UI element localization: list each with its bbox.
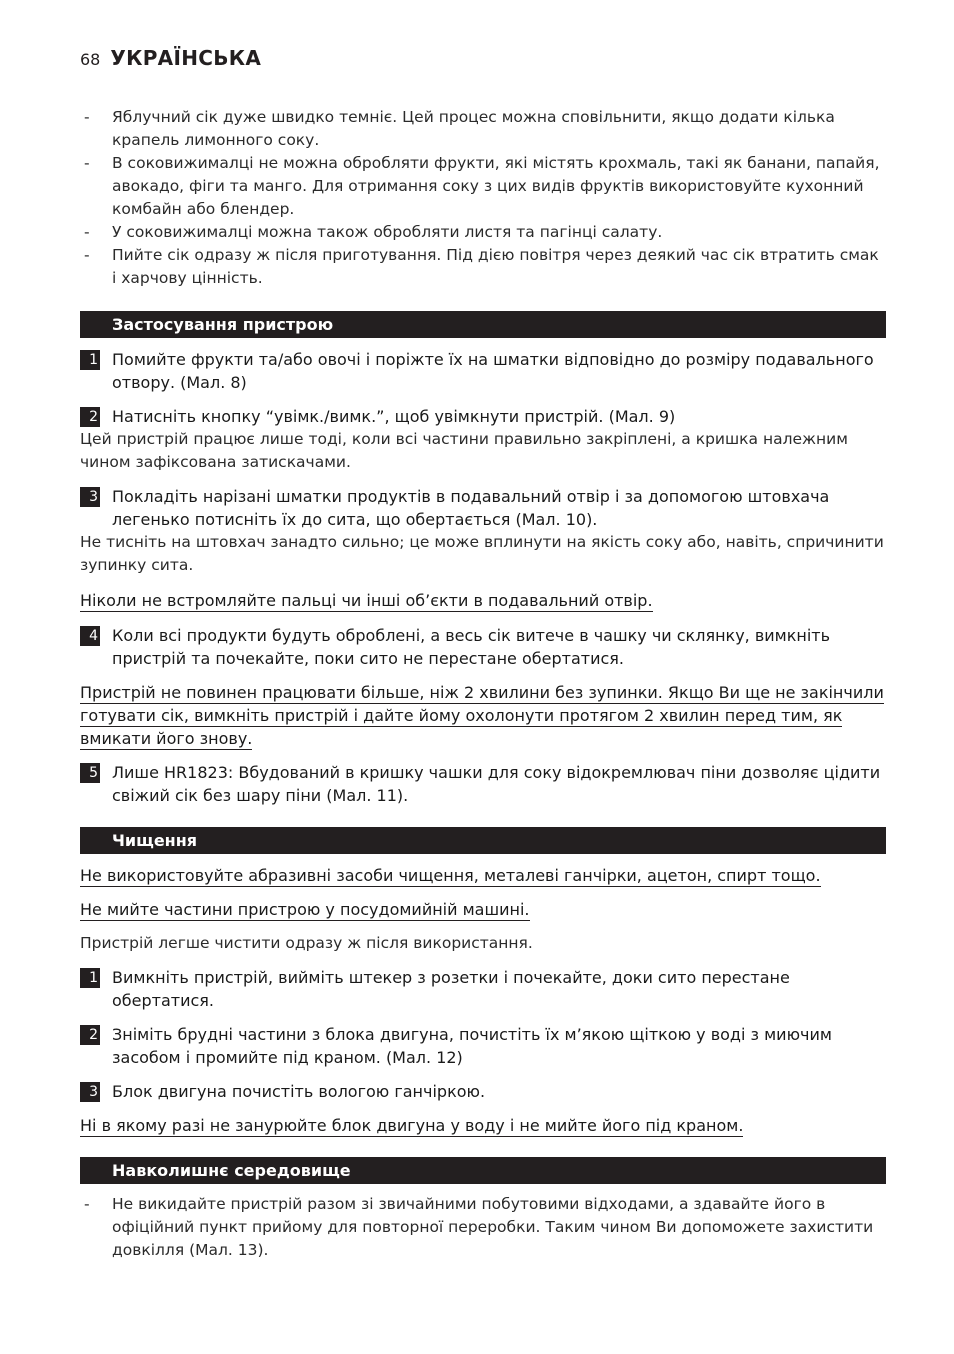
- list-item: - У соковижималці можна також обробляти листя та пагінці салату.: [84, 223, 663, 241]
- section-heading-use: Застосування пристрою: [80, 311, 886, 338]
- step-number: 3: [80, 1082, 100, 1102]
- note-text: Пристрій легше чистити одразу ж після використання.: [80, 934, 533, 952]
- section-heading-cleaning: Чищення: [80, 827, 886, 854]
- list-item: - В соковижималці не можна обробляти фрукти, які містять крохмаль, такі як банани, папайя, авокадо, фіги та манго. Для отримання соку з цих видів фруктів використовуйте кухонний комбайн або блендер.: [84, 154, 880, 218]
- page-header: [80, 46, 261, 70]
- warning-text: Не використовуйте абразивні засоби чищення, металеві ганчірки, ацетон, спирт тощо.: [80, 866, 821, 885]
- list-item: - Пийте сік одразу ж після приготування. Під дією повітря через деякий час сік втратить смак і харчову цінність.: [84, 246, 879, 287]
- warning-text: Не мийте частини пристрою у посудомийній машині.: [80, 900, 530, 919]
- step-number: 5: [80, 763, 100, 783]
- step-number: 1: [80, 350, 100, 370]
- step-item: 3 Блок двигуна почистіть вологою ганчіркою.: [80, 1080, 886, 1103]
- step-item: 1 Вимкніть пристрій, вийміть штекер з розетки і почекайте, доки сито перестане обертатися.: [80, 966, 886, 1012]
- step-item: 1 Помийте фрукти та/або овочі і поріжте їх на шматки відповідно до розміру подавального отвору. (Мал. 8): [80, 348, 886, 394]
- warning-text: Пристрій не повинен працювати більше, ніж 2 хвилини без зупинки. Якщо Ви ще не закінчили готувати сік, вимкніть пристрій і дайте йому охолонути протягом 2 хвилин перед тим, як вмикати його знову.: [80, 683, 884, 748]
- step-item: 3 Покладіть нарізані шматки продуктів в подавальний отвір і за допомогою штовхача легенько потисніть їх до сита, що обертається (Мал. 10).: [80, 485, 886, 531]
- step-number: 3: [80, 487, 100, 507]
- step-number: 2: [80, 1025, 100, 1045]
- section-heading-environment: Навколишнє середовище: [80, 1157, 886, 1184]
- language-title: УКРАЇНСЬКА: [110, 46, 262, 70]
- list-item: - Яблучний сік дуже швидко темніє. Цей процес можна сповільнити, якщо додати кілька крапель лимонного соку.: [84, 108, 835, 149]
- step-item: 5 Лише HR1823: Вбудований в кришку чашки для соку відокремлювач піни дозволяє цідити свіжий сік без шару піни (Мал. 11).: [80, 761, 886, 807]
- step-item: 2 Зніміть брудні частини з блока двигуна, почистіть їх м’якою щіткою у воді з миючим засобом і промийте під краном. (Мал. 12): [80, 1023, 886, 1069]
- page-number: 68: [80, 50, 101, 69]
- step-number: 4: [80, 626, 100, 646]
- warning-text: Ні в якому разі не занурюйте блок двигуна у воду і не мийте його під краном.: [80, 1116, 744, 1135]
- note-text: Цей пристрій працює лише тоді, коли всі частини правильно закріплені, а кришка належним чином зафіксована затискачами.: [80, 430, 848, 471]
- step-number: 2: [80, 407, 100, 427]
- note-text: Не тисніть на штовхач занадто сильно; це може вплинути на якість соку або, навіть, спричинити зупинку сита.: [80, 533, 884, 574]
- page-content: [80, 106, 886, 1262]
- step-number: 1: [80, 968, 100, 988]
- step-item: 2 Натисніть кнопку “увімк./вимк.”, щоб увімкнути пристрій. (Мал. 9): [80, 405, 886, 428]
- warning-text: Ніколи не встромляйте пальці чи інші об’єкти в подавальний отвір.: [80, 591, 653, 610]
- list-item: - Не викидайте пристрій разом зі звичайними побутовими відходами, а здавайте його в офіційний пункт прийому для повторної переробки. Таким чином Ви допоможете захистити довкілля (Мал. 13).: [84, 1195, 874, 1259]
- step-item: 4 Коли всі продукти будуть оброблені, а весь сік витече в чашку чи склянку, вимкніть пристрій та почекайте, поки сито не перестане обертатися.: [80, 624, 886, 670]
